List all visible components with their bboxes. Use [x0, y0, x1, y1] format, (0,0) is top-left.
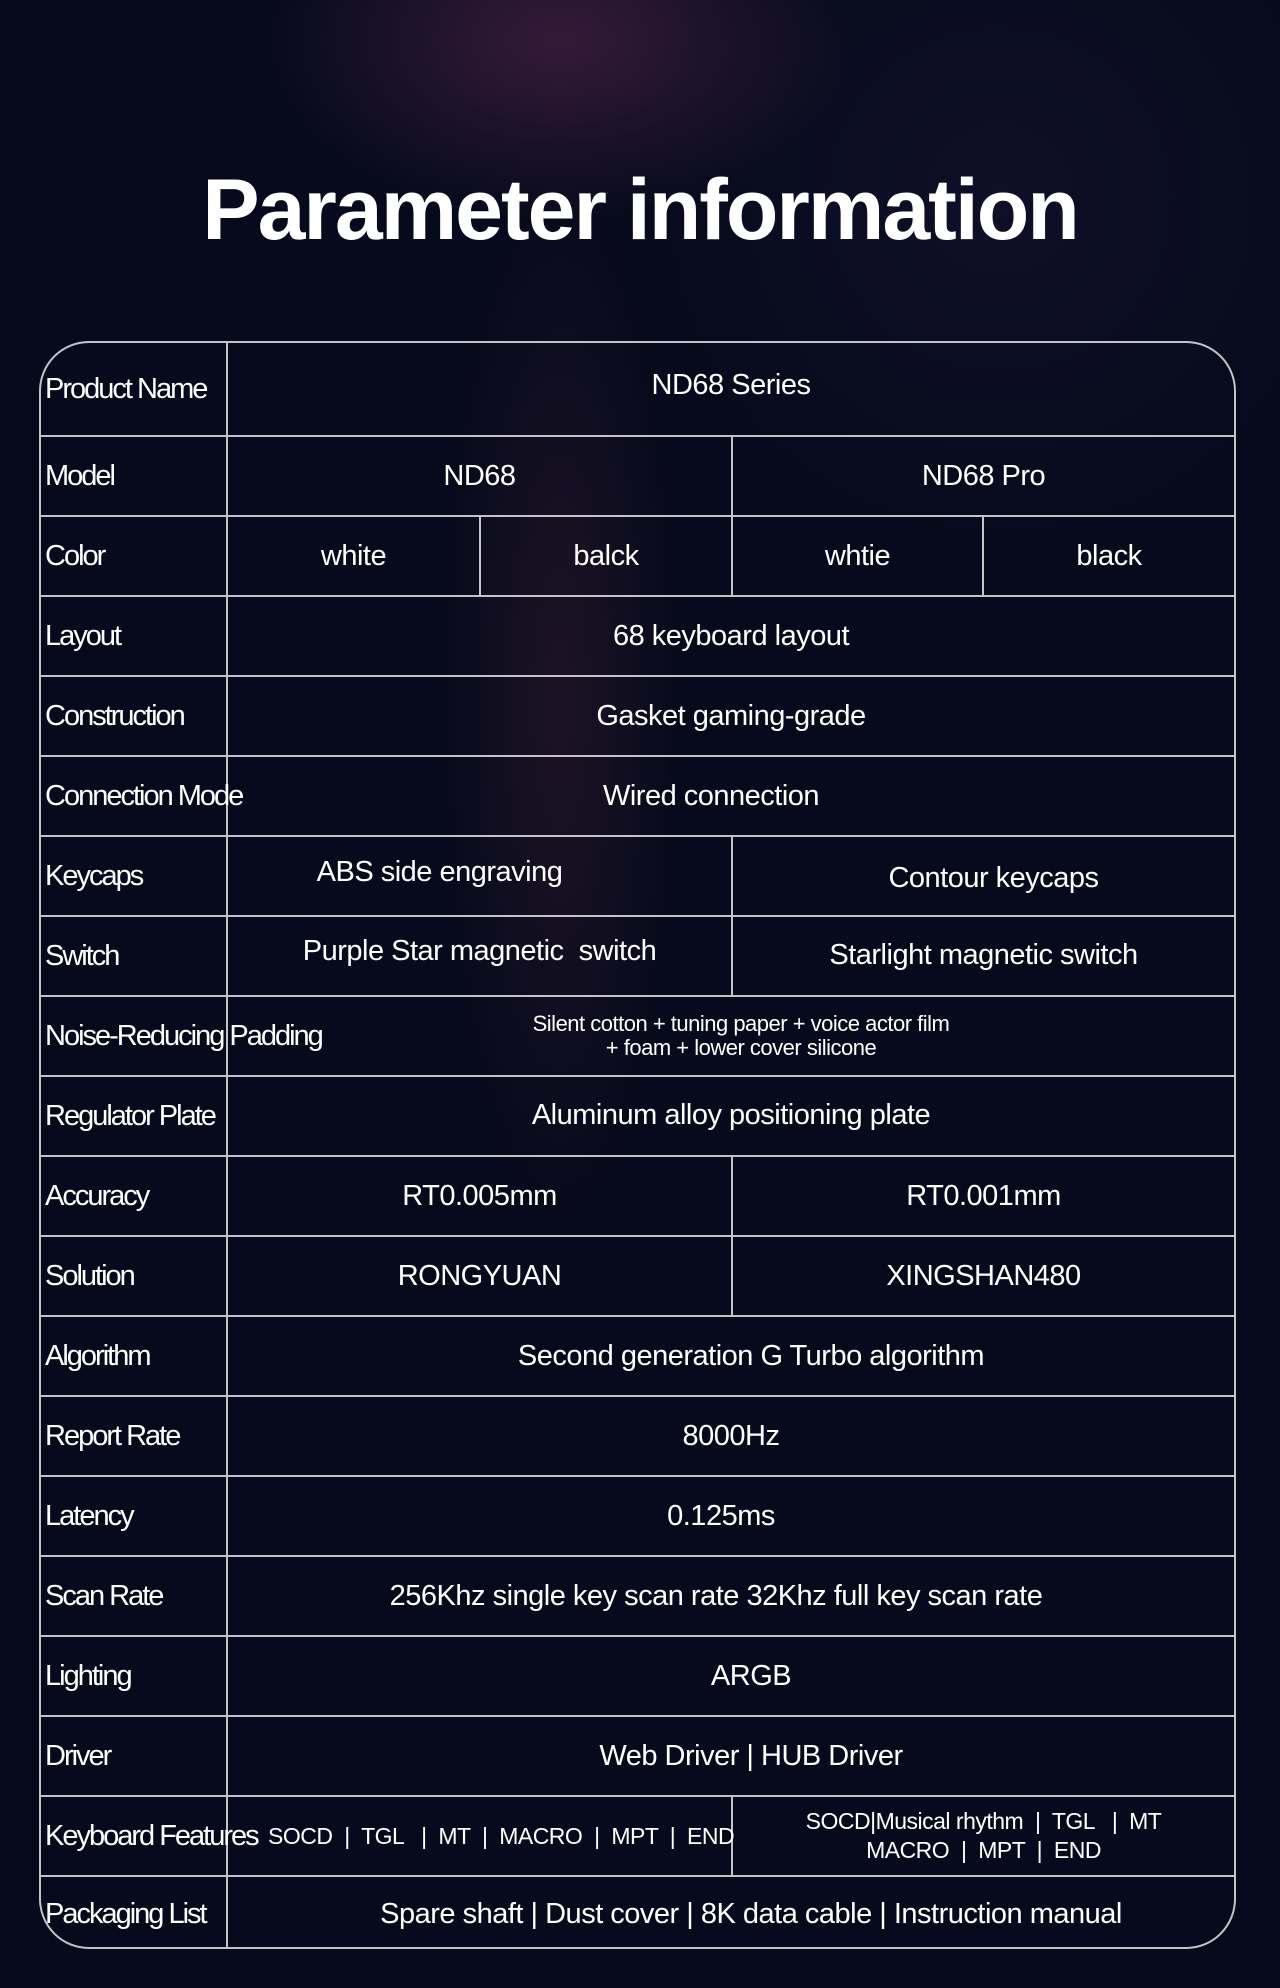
cell-value: Web Driver | HUB Driver	[599, 1739, 903, 1772]
table-row-driver	[41, 1715, 1234, 1795]
table-row-packaging-list	[41, 1875, 1234, 1951]
row-label: Construction	[45, 699, 184, 732]
table-row-product-name	[41, 343, 1234, 435]
cell-value: 8000Hz	[682, 1419, 780, 1452]
cell-value: ND68 Pro	[921, 459, 1046, 492]
row-label: Switch	[45, 939, 119, 972]
row-label: Driver	[45, 1739, 111, 1772]
row-label: Keyboard Features	[45, 1819, 258, 1852]
table-row-color	[41, 515, 1234, 595]
row-label: Product Name	[45, 372, 207, 405]
cell-line-1: Silent cotton + tuning paper + voice actor film	[532, 1011, 950, 1036]
cell-line-1: SOCD|Musical rhythm | TGL | MT	[805, 1808, 1162, 1834]
cell-line-2: + foam + lower cover silicone	[605, 1035, 877, 1060]
parameter-table	[39, 341, 1236, 1949]
row-label: Algorithm	[45, 1339, 150, 1372]
cell-value: Gasket gaming-grade	[596, 699, 866, 732]
row-label: Packaging List	[45, 1897, 206, 1930]
cell-value: Aluminum alloy positioning plate	[531, 1098, 931, 1131]
cell-value: Second generation G Turbo algorithm	[517, 1339, 985, 1372]
row-label: Accuracy	[45, 1179, 149, 1212]
cell-line-2: MACRO | MPT | END	[866, 1837, 1101, 1863]
table-row-latency	[41, 1475, 1234, 1555]
table-row-construction	[41, 675, 1234, 755]
cell-value: whtie	[824, 539, 891, 572]
page-title: Parameter information	[202, 162, 1078, 258]
cell-value	[228, 997, 1234, 1075]
cell-value: ND68 Series	[651, 368, 811, 401]
cell-value: RT0.005mm	[402, 1179, 557, 1212]
row-label: Connection Mode	[45, 779, 243, 812]
table-row-model	[41, 435, 1234, 515]
row-label: Report Rate	[45, 1419, 180, 1452]
table-row-lighting	[41, 1635, 1234, 1715]
cell-value: balck	[573, 539, 639, 572]
row-label: Latency	[45, 1499, 133, 1532]
cell-value: Starlight magnetic switch	[829, 938, 1138, 971]
cell-value: 0.125ms	[667, 1499, 775, 1532]
table-row-report-rate	[41, 1395, 1234, 1475]
row-label: Solution	[45, 1259, 134, 1292]
cell-value: XINGSHAN480	[886, 1259, 1081, 1292]
row-label: Keycaps	[45, 859, 143, 892]
table-row-keycaps	[41, 835, 1234, 915]
cell-value: black	[1076, 539, 1142, 572]
cell-value: Contour keycaps	[888, 861, 1099, 894]
table-row-connection-mode	[41, 755, 1234, 835]
cell-value: white	[320, 539, 387, 572]
cell-value: Purple Star magnetic switch	[302, 934, 657, 967]
cell-value: 68 keyboard layout	[612, 619, 850, 652]
cell-value: SOCD | TGL | MT | MACRO | MPT | END	[268, 1822, 735, 1849]
table-row-scan-rate	[41, 1555, 1234, 1635]
table-row-regulator-plate	[41, 1075, 1234, 1155]
row-label: Layout	[45, 619, 121, 652]
row-label: Regulator Plate	[45, 1099, 215, 1132]
cell-value: ND68	[443, 459, 516, 492]
row-label: Scan Rate	[45, 1579, 163, 1612]
cell-value: Spare shaft | Dust cover | 8K data cable | Instruction manual	[380, 1897, 1122, 1930]
row-label: Model	[45, 459, 114, 492]
row-label: Lighting	[45, 1659, 131, 1692]
table-row-layout	[41, 595, 1234, 675]
cell-value: Wired connection	[602, 779, 820, 812]
cell-value: RONGYUAN	[397, 1259, 562, 1292]
table-row-algorithm	[41, 1315, 1234, 1395]
row-label: Noise-Reducing Padding	[45, 1019, 322, 1052]
row-label: Color	[45, 539, 105, 572]
cell-value: RT0.001mm	[906, 1179, 1061, 1212]
table-row-switch	[41, 915, 1234, 995]
table-row-keyboard-features	[41, 1795, 1234, 1875]
cell-value: 256Khz single key scan rate 32Khz full key scan rate	[389, 1579, 1043, 1612]
cell-value: ABS side engraving	[316, 855, 563, 888]
table-row-noise-reducing-padding	[41, 995, 1234, 1075]
table-row-accuracy	[41, 1155, 1234, 1235]
cell-value: ARGB	[710, 1659, 792, 1692]
table-row-solution	[41, 1235, 1234, 1315]
cell-value	[733, 1797, 1234, 1875]
